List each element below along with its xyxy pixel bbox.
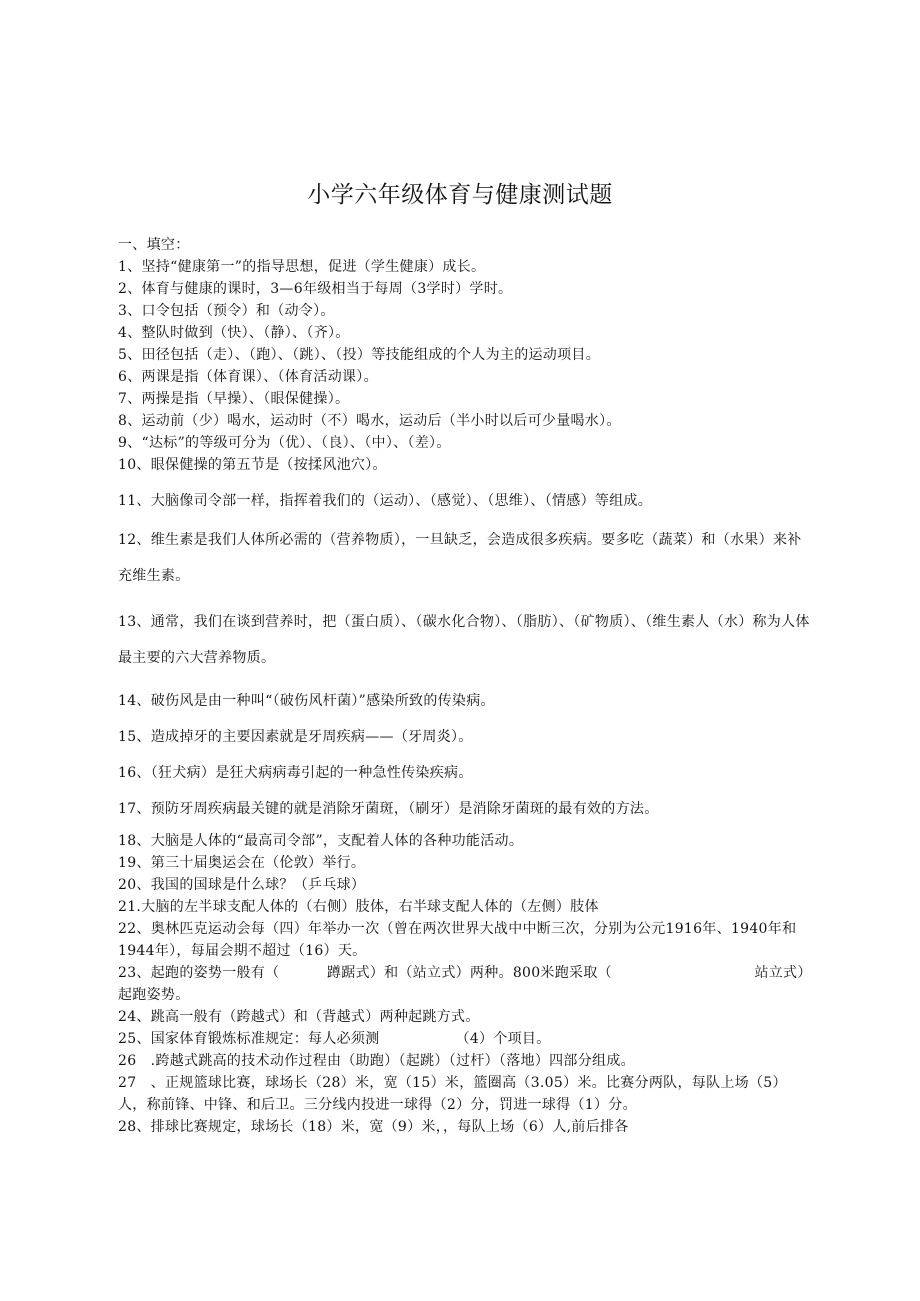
question-item: 2、体育与健康的课时，3—6年级相当于每周（3学时）学时。 xyxy=(118,281,513,297)
question-item: 22、奥林匹克运动会每（四）年举办一次（曾在两次世界大战中中断三次，分别为公元1916年、1940年和1944年），每届会期不超过（16）天。 xyxy=(118,921,797,959)
question-list xyxy=(118,234,810,1138)
question-item: 23、起跑的姿势一般有（ 蹲踞式）和（站立式）两种。800米跑采取（ 站立式）起跑姿势。 xyxy=(118,965,805,1003)
question-item: 3、口令包括（预令）和（动令）。 xyxy=(118,303,335,319)
question-item: 9、“达标”的等级可分为（优）、（良）、（中）、（差）。 xyxy=(118,435,451,451)
question-item: 12、维生素是我们人体所必需的（营养物质），一旦缺乏，会造成很多疾病。要多吃（蔬菜）和（水果）来补充维生素。 xyxy=(118,532,802,584)
question-item: 14、破伤风是由一种叫“（破伤风杆菌）”感染所致的传染病。 xyxy=(118,693,495,709)
question-item: 19、第三十届奥运会在（伦敦）举行。 xyxy=(118,855,366,871)
question-item: 8、运动前（少）喝水，运动时（不）喝水，运动后（半小时以后可少量喝水）。 xyxy=(118,413,621,429)
section-heading: 一、填空： xyxy=(118,237,190,253)
question-item: 10、眼保健操的第五节是（按揉风池穴）。 xyxy=(118,457,387,473)
question-item: 28、排球比赛规定，球场长（18）米，宽（9）米，，每队上场（6）人,前后排各 xyxy=(118,1119,629,1135)
question-item: 24、跳高一般有（跨越式）和（背越式）两种起跳方式。 xyxy=(118,1009,480,1025)
question-item: 17、预防牙周疾病最关键的就是消除牙菌斑，（刷牙）是消除牙菌斑的最有效的方法。 xyxy=(118,801,659,817)
question-item: 25、国家体育锻炼标准规定：每人必须测 （4）个项目。 xyxy=(118,1031,551,1047)
question-item: 27 、正规篮球比赛，球场长（28）米，宽（15）米，篮圈高（3.05）米。比赛分两队，每队上场（5）人，称前锋、中锋、和后卫。三分线内投进一球得（2）分，罚进一球得（1）分。 xyxy=(118,1075,787,1113)
question-item: 18、大脑是人体的“最高司令部”，支配着人体的各种功能活动。 xyxy=(118,833,524,849)
question-item: 7、两操是指（早操）、（眼保健操）。 xyxy=(118,391,350,407)
question-item: 4、整队时做到（快）、（静）、（齐）。 xyxy=(118,325,350,341)
page-title: 小学六年级体育与健康测试题 xyxy=(307,182,613,208)
question-item: 13、通常，我们在谈到营养时，把（蛋白质）、（碳水化合物）、（脂肪）、（矿物质）、（维生素人（水）称为人体最主要的六大营养物质。 xyxy=(118,614,810,666)
question-item: 6、两课是指（体育课）、（体育活动课）。 xyxy=(118,369,378,385)
question-item: 16、（狂犬病）是狂犬病病毒引起的一种急性传染疾病。 xyxy=(118,765,473,781)
question-item: 20、我国的国球是什么球？（乒乓球） xyxy=(118,877,366,893)
question-item: 5、田径包括（走）、（跑）、（跳）、（投）等技能组成的个人为主的运动项目。 xyxy=(118,347,601,363)
question-item: 11、大脑像司令部一样，指挥着我们的（运动）、（感觉）、（思维）、（情感）等组成。 xyxy=(118,493,653,509)
question-item: 21.大脑的左半球支配人体的（右侧）肢体，右半球支配人体的（左侧）肢体 xyxy=(118,899,599,915)
question-item: 15、造成掉牙的主要因素就是牙周疾病——（牙周炎）。 xyxy=(118,729,473,745)
question-item: 1、坚持“健康第一”的指导思想，促进（学生健康）成长。 xyxy=(118,259,486,275)
question-item: 26 .跨越式跳高的技术动作过程由（助跑）（起跳）（过杆）（落地）四部分组成。 xyxy=(118,1053,635,1069)
